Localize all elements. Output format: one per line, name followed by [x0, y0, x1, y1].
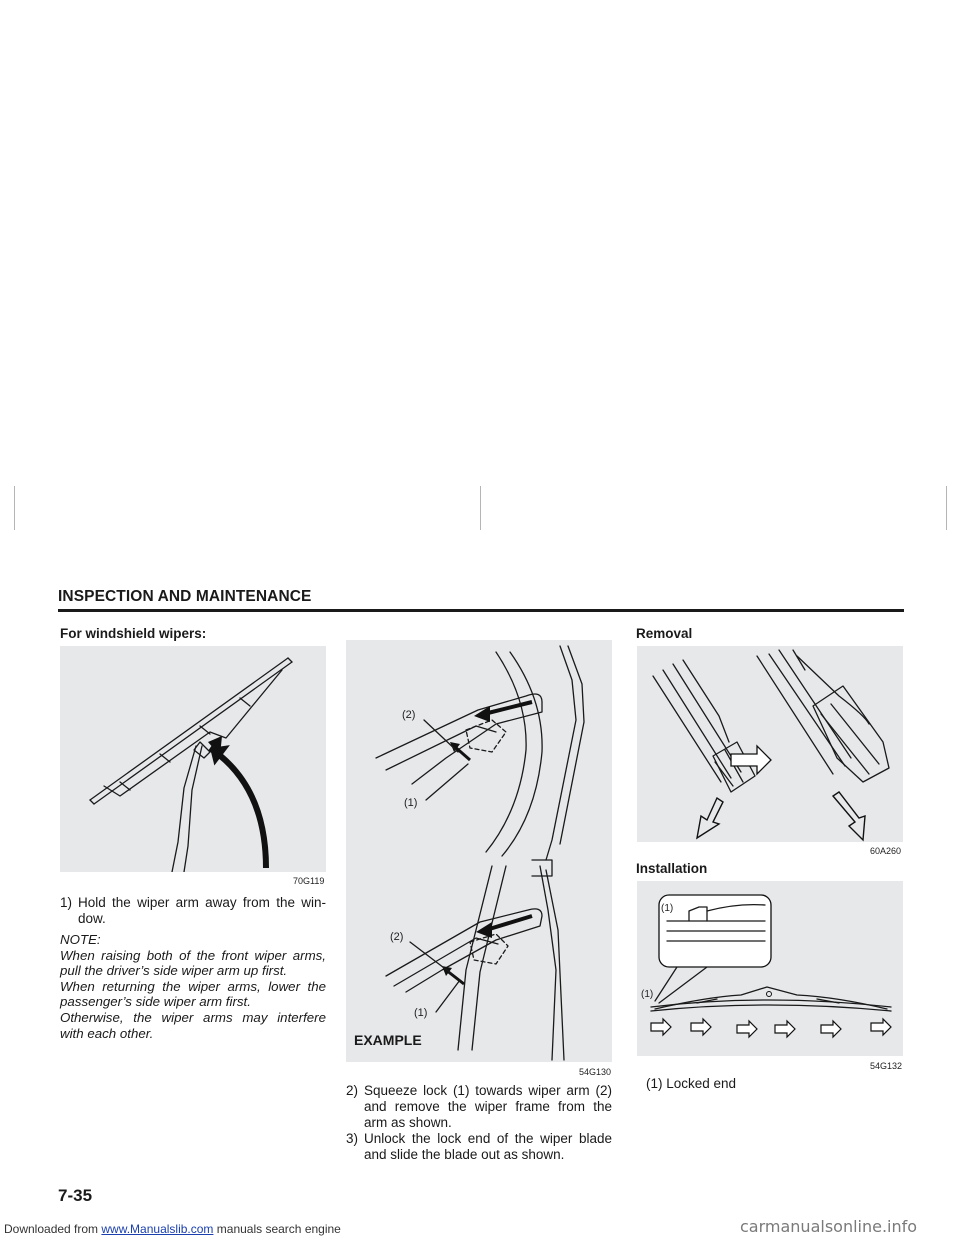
figure-installation	[637, 881, 903, 1056]
crop-mark-left	[14, 486, 15, 530]
note-line: Otherwise, the wiper arms may interfere	[60, 1009, 326, 1025]
step-3	[346, 1131, 612, 1163]
page-number: 7-35	[58, 1186, 93, 1205]
figure-wiper-lock	[346, 640, 612, 1062]
note-line: When raising both of the front wiper arms,	[60, 947, 326, 963]
footer-prefix: Downloaded from	[4, 1222, 102, 1236]
removal-heading: Removal	[636, 626, 693, 641]
figure-code-54G132: 54G132	[870, 1061, 903, 1071]
step-2-text: Squeeze lock (1) towards wiper arm (2) and remove the wiper frame from the arm as shown.	[364, 1083, 612, 1130]
note-line: When returning the wiper arms, lower the	[60, 978, 326, 994]
step-1-number: 1)	[60, 895, 73, 910]
note-line: passenger’s side wiper arm first.	[60, 994, 251, 1010]
step-3-text: Unlock the lock end of the wiper blade and slide the blade out as shown.	[364, 1131, 612, 1162]
example-caption: EXAMPLE	[354, 1032, 422, 1048]
section-header	[58, 588, 904, 612]
label-2-top: (2)	[402, 709, 416, 721]
inset-label-1: (1)	[661, 903, 674, 914]
locked-end-legend: (1) Locked end	[646, 1076, 737, 1091]
note-block	[60, 932, 326, 1041]
wiper-lock-illustration	[346, 640, 612, 1062]
step-3-number: 3)	[346, 1131, 359, 1146]
figure-code-70G119: 70G119	[293, 876, 325, 886]
carmanualsonline-watermark: carmanualsonline.info	[740, 1217, 918, 1236]
figure-code-60A260: 60A260	[870, 846, 902, 856]
footer-suffix: manuals search engine	[213, 1222, 341, 1236]
label-1-top: (1)	[404, 797, 418, 809]
blade-label-1: (1)	[641, 989, 654, 1000]
installation-heading: Installation	[636, 861, 708, 876]
note-line: pull the driver’s side wiper arm up first.	[60, 963, 288, 979]
step-1	[60, 895, 326, 927]
download-footer	[4, 1222, 341, 1236]
step-1-text: Hold the wiper arm away from the win-dow.	[78, 895, 326, 926]
figure-removal	[637, 646, 903, 842]
step-2	[346, 1083, 612, 1131]
crop-mark-center	[480, 486, 481, 530]
label-1-bottom: (1)	[414, 1007, 428, 1019]
section-title: INSPECTION AND MAINTENANCE	[58, 588, 312, 605]
label-2-bottom: (2)	[390, 931, 404, 943]
note-line: with each other.	[60, 1025, 154, 1041]
removal-illustration	[637, 646, 903, 842]
installation-illustration	[637, 881, 903, 1056]
figure-wiper-raise	[60, 646, 326, 872]
manualslib-link[interactable]: www.Manualslib.com	[101, 1222, 214, 1236]
windshield-wipers-heading: For windshield wipers:	[60, 626, 207, 641]
wiper-raise-illustration	[60, 646, 326, 872]
figure-code-54G130: 54G130	[579, 1067, 612, 1077]
step-2-number: 2)	[346, 1083, 359, 1098]
note-label: NOTE:	[60, 932, 101, 947]
crop-mark-right	[946, 486, 947, 530]
